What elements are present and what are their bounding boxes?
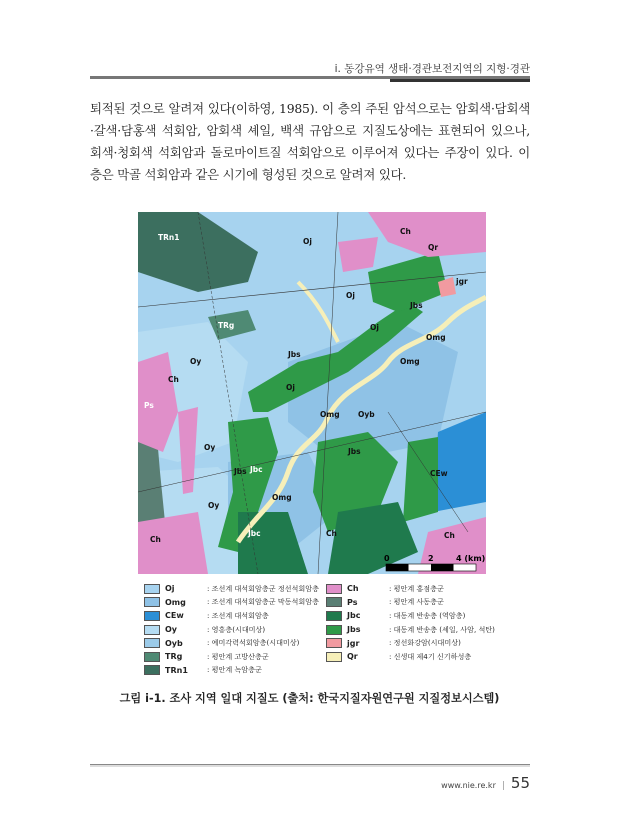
map-unit-label: Oj: [370, 323, 379, 332]
map-unit-label: TRg: [218, 321, 235, 330]
legend-swatch: [326, 584, 342, 594]
legend-swatch: [326, 638, 342, 648]
legend-description: : 대동계 반송층 (역암층): [389, 610, 466, 620]
map-unit-label: Oy: [208, 501, 220, 510]
legend-description: : 조선계 대석회암층: [207, 610, 269, 620]
legend-swatch: [326, 611, 342, 621]
legend-swatch: [144, 597, 160, 607]
legend-item: [144, 596, 319, 610]
map-unit-label: Jbc: [250, 465, 263, 474]
scale-tick-label: 4 (km): [456, 554, 486, 563]
legend-code: Jbc: [347, 611, 361, 621]
page-footer: [441, 774, 530, 792]
legend-swatch: [144, 665, 160, 675]
legend-item: [144, 582, 319, 596]
map-unit-label: Jbs: [410, 301, 423, 310]
legend-code: jgr: [347, 638, 360, 648]
map-unit-label: Omg: [426, 333, 446, 342]
map-unit-label: Oj: [303, 237, 312, 246]
map-unit-label: Qr: [428, 243, 439, 252]
running-title: i. 동강유역 생태·경관보전지역의 지형·경관: [334, 63, 530, 75]
legend-item: [326, 609, 495, 623]
map-unit-label: Ch: [444, 531, 455, 540]
legend-code: Omg: [165, 597, 186, 607]
legend-description: : 대동계 반송층 (셰일, 사암, 석탄): [389, 624, 495, 634]
body-paragraph: 퇴적된 것으로 알려져 있다(이하영, 1985). 이 층의 주된 암석으로는 암회색·담회색·갈색·담홍색 석회암, 암회색 셰일, 백색 규암으로 지질도상에는 표현되어 있으나, 회색·청회색 석회암과 돌로마이트질 석회암으로 이루어져 있다는 주장이 있다. 이 층은 막골 석회암과 같은 시기에 형성된 것으로 알려져 있다.: [90, 101, 530, 182]
map-unit-label: CEw: [430, 469, 448, 478]
figure-caption: 그림 i-1. 조사 지역 일대 지질도 (출처: 한국지질자원연구원 지질정보시스템): [119, 692, 500, 705]
map-unit-label: Ps: [144, 401, 154, 410]
legend-swatch: [144, 625, 160, 635]
scale-tick-label: 0: [384, 554, 390, 563]
map-unit-ch: [338, 237, 378, 272]
map-unit-label: Omg: [320, 410, 340, 419]
legend-column-left: [144, 582, 319, 677]
legend-item: [144, 623, 319, 637]
map-unit-label: Oy: [190, 357, 202, 366]
legend-description: : 평안계 고방산층군: [207, 651, 269, 661]
legend-description: : 예미각력석회암층(시대미상): [207, 638, 300, 648]
legend-item: [326, 636, 495, 650]
legend-item: [144, 664, 319, 678]
map-unit-label: Oj: [286, 383, 295, 392]
map-unit-label: Oyb: [358, 410, 375, 419]
legend-description: : 조선계 대석회암층군 막동석회암층: [207, 597, 319, 607]
legend-item: [144, 609, 319, 623]
map-unit-label: Jbc: [248, 529, 261, 538]
legend-code: Oyb: [165, 638, 183, 648]
legend-code: Ch: [347, 584, 359, 594]
legend-item: [144, 636, 319, 650]
map-unit-label: Jbs: [348, 447, 361, 456]
legend-code: Oj: [165, 584, 175, 594]
legend-item: [326, 582, 495, 596]
geologic-map-canvas: [138, 212, 486, 574]
map-unit-label: Ch: [400, 227, 411, 236]
legend-code: TRn1: [165, 665, 188, 675]
map-unit-label: Omg: [272, 493, 292, 502]
legend-code: Jbs: [347, 625, 361, 635]
scale-tick-label: 2: [428, 554, 434, 563]
legend-item: [326, 623, 495, 637]
legend-swatch: [326, 652, 342, 662]
map-unit-label: TRn1: [158, 233, 180, 242]
legend-description: : 조선계 대석회암층군 정선석회암층: [207, 583, 319, 593]
footer-url[interactable]: www.nie.re.kr: [441, 781, 496, 790]
map-unit-ch: [138, 512, 208, 574]
footer-rule-shadow: [90, 765, 530, 767]
geologic-map: [138, 212, 486, 574]
legend-description: : 정선화강암(시대미상): [389, 638, 461, 648]
legend-swatch: [144, 584, 160, 594]
legend-item: [144, 650, 319, 664]
legend-item: [326, 596, 495, 610]
map-unit-label: Ch: [326, 529, 337, 538]
legend-code: TRg: [165, 652, 183, 662]
legend-swatch: [326, 625, 342, 635]
legend-swatch: [144, 638, 160, 648]
map-unit-label: Omg: [400, 357, 420, 366]
legend-description: : 신생대 제4기 신기하성층: [389, 651, 472, 661]
legend-item: [326, 650, 495, 664]
legend-swatch: [144, 611, 160, 621]
map-legend: [138, 578, 495, 681]
legend-description: : 평안계 녹암층군: [207, 665, 262, 675]
map-unit-label: Ch: [168, 375, 179, 384]
legend-swatch: [326, 597, 342, 607]
header-rule-accent: [390, 79, 530, 82]
legend-code: CEw: [165, 611, 184, 621]
legend-code: Qr: [347, 652, 358, 662]
legend-column-right: [326, 582, 495, 664]
map-unit-label: Oy: [204, 443, 216, 452]
map-unit-label: jgr: [456, 277, 468, 286]
legend-description: : 평안계 홍점층군: [389, 583, 444, 593]
legend-code: Oy: [165, 625, 178, 635]
map-unit-label: Ch: [150, 535, 161, 544]
legend-description: : 영흥층(시대미상): [207, 624, 266, 634]
legend-code: Ps: [347, 597, 358, 607]
legend-swatch: [144, 652, 160, 662]
legend-description: : 평안계 사동층군: [389, 597, 444, 607]
map-unit-label: Jbs: [288, 350, 301, 359]
footer-separator: |: [501, 781, 505, 791]
map-unit-label: Jbs: [234, 467, 247, 476]
page-number: 55: [510, 774, 530, 792]
map-unit-label: Oj: [346, 291, 355, 300]
